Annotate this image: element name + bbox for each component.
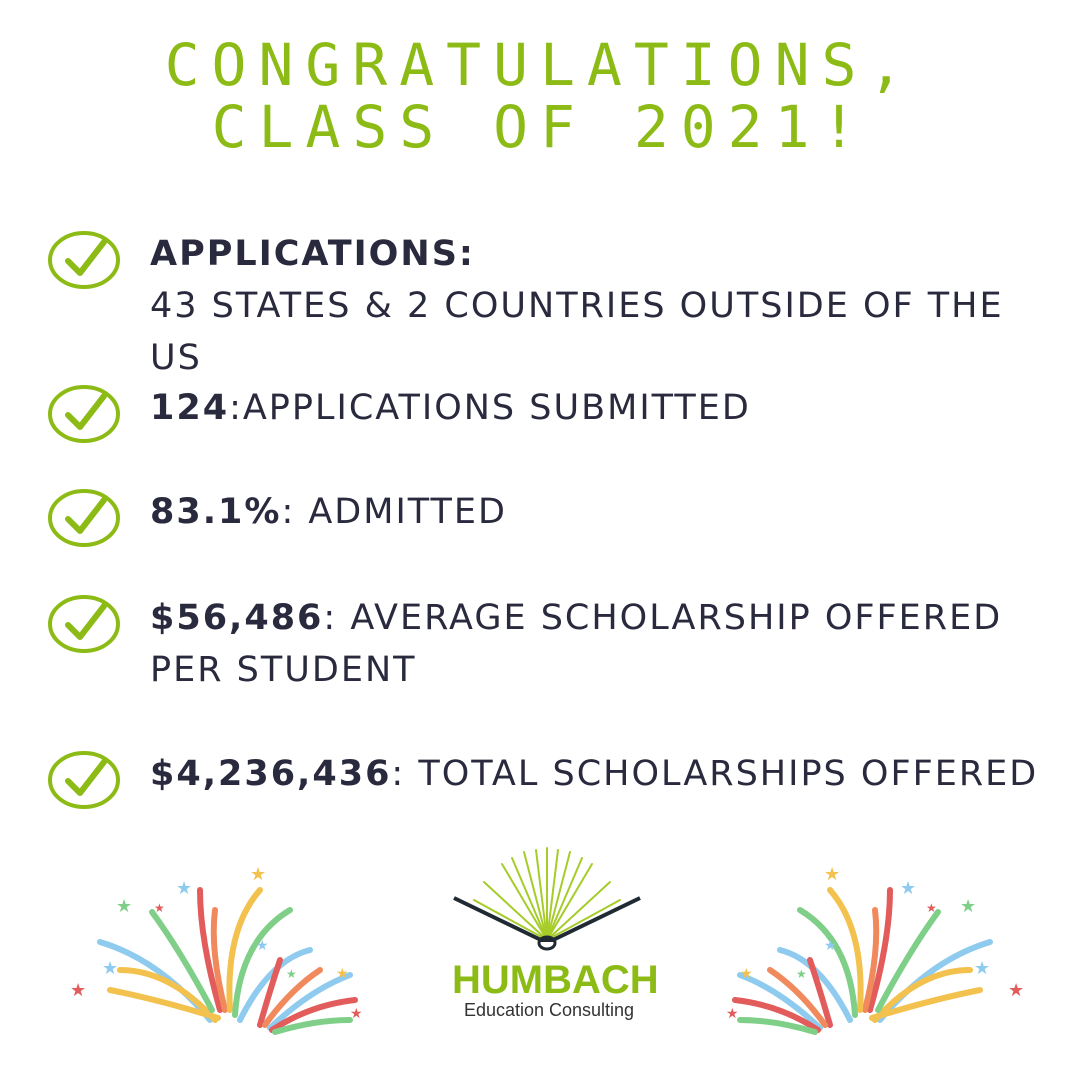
title-line-2: CLASS OF 2021! [211, 93, 869, 161]
check-circle-icon [44, 748, 128, 810]
check-circle-icon [44, 486, 128, 548]
svg-text:★: ★ [116, 896, 133, 917]
svg-text:★: ★ [70, 980, 87, 1001]
svg-text:★: ★ [960, 896, 977, 917]
svg-text:★: ★ [974, 958, 991, 979]
stat-admitted [44, 486, 1054, 548]
stat-label: :APPLICATIONS SUBMITTED [229, 388, 751, 428]
stat-label-bold: 83.1% [150, 492, 282, 532]
check-circle-icon [44, 228, 128, 290]
stat-label: 43 STATES & 2 COUNTRIES OUTSIDE OF THE US [150, 286, 1004, 378]
svg-text:★: ★ [824, 938, 837, 954]
stat-label: : ADMITTED [281, 492, 507, 532]
check-circle-icon [44, 592, 128, 654]
stat-label: : AVERAGE SCHOLARSHIP OFFERED PER STUDENT [150, 598, 1003, 690]
fireworks-icon [60, 850, 370, 1040]
svg-text:★: ★ [154, 901, 165, 915]
stat-label: : TOTAL SCHOLARSHIPS OFFERED [391, 754, 1039, 794]
svg-text:★: ★ [176, 878, 193, 899]
svg-text:★: ★ [824, 864, 841, 885]
svg-text:★: ★ [350, 1006, 363, 1022]
svg-text:★: ★ [102, 958, 119, 979]
svg-text:★: ★ [926, 901, 937, 915]
stat-average-scholarship [44, 592, 1054, 696]
svg-text:★: ★ [726, 1006, 739, 1022]
stat-text [150, 228, 1054, 384]
stat-label-bold: $4,236,436 [150, 754, 392, 794]
stat-label-bold: $56,486 [150, 598, 324, 638]
svg-text:★: ★ [286, 967, 297, 981]
stat-text [150, 748, 1038, 800]
open-book-icon [444, 840, 654, 960]
svg-text:★: ★ [740, 966, 753, 982]
stat-text [150, 592, 1030, 696]
check-circle-icon [44, 382, 128, 444]
svg-text:★: ★ [1008, 980, 1025, 1001]
stat-text [150, 486, 507, 538]
stat-submitted [44, 382, 1054, 444]
logo-name: HUMBACH [452, 958, 659, 1002]
svg-text:★: ★ [796, 967, 807, 981]
stat-text [150, 382, 751, 434]
svg-text:★: ★ [250, 864, 267, 885]
stat-label-bold: 124 [150, 388, 230, 428]
title-line-1: CONGRATULATIONS, [164, 31, 916, 99]
logo-subtitle: Education Consulting [463, 1000, 635, 1020]
stat-applications [44, 228, 1054, 384]
stat-label-bold: APPLICATIONS: [150, 234, 475, 274]
svg-text:★: ★ [336, 966, 349, 982]
stat-total-scholarships [44, 748, 1054, 810]
svg-text:★: ★ [900, 878, 917, 899]
page-title [0, 31, 1080, 161]
svg-text:★: ★ [256, 938, 269, 954]
fireworks-icon [720, 850, 1030, 1040]
humbach-logo [444, 840, 659, 1030]
